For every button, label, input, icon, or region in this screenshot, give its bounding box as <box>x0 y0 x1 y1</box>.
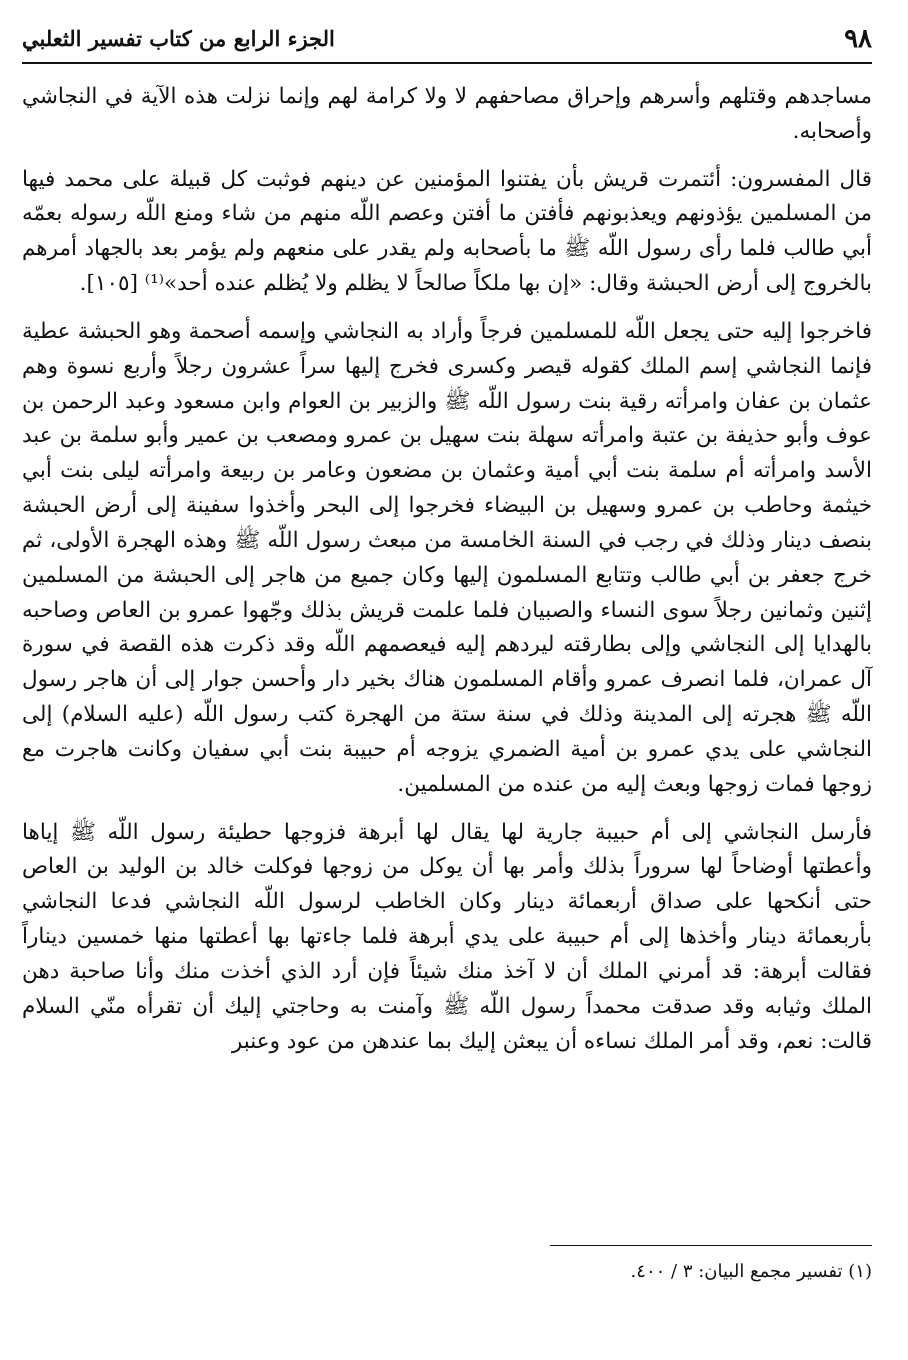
page-header <box>22 22 872 64</box>
paragraph: مساجدهم وقتلهم وأسرهم وإحراق مصاحفهم لا ولا كرامة لهم وإنما نزلت هذه الآية في النجاشي وأصحابه. <box>22 84 872 144</box>
paragraph: فأرسل النجاشي إلى أم حبيبة جارية لها يقال لها أبرهة فزوجها حطيئة رسول اللّه ﷺ إياها وأعطتها أوضاحاً لها سروراً بذلك وأمر بها أن يوكل من زوجها فوكلت خالد بن الوليد بن العاص حتى أنكحها على صداق أربعمائة دينار وكان الخاطب لرسول اللّه النجاشي فدعا النجاشي بأربعمائة دينار وأخذها إلى أم حبيبة على يدي أبرهة فلما جاءتها بها أعطتها منها خمسين ديناراً فقالت أبرهة: قد أمرني الملك أن لا آخذ منك شيئاً فإن أرد الذي أخذت منك وأنا صاحبة دهن الملك وثيابه وقد صدقت محمداً رسول اللّه ﷺ وآمنت به وحاجتي إليك أن تقرأه منّي السلام قالت: نعم، وقد أمر الملك نساءه أن يبعثن إليك بما عندهن من عود وعنبر <box>22 819 872 1054</box>
running-title: الجزء الرابع من كتاب تفسير الثعلبي <box>22 26 335 51</box>
paragraph: فاخرجوا إليه حتى يجعل اللّه للمسلمين فرجاً وأراد به النجاشي وإسمه أصحمة وهو الحبشة عطية فإنما النجاشي إسم الملك كقوله قيصر وكسرى فخرج إليها سراً عشرون رجلاً وأربع نسوة وهم عثمان بن عفان وامرأته رقية بنت رسول اللّه ﷺ والزبير بن العوام وابن مسعود وعبد الرحمن بن عوف وأبو حذيفة بن عتبة وامرأته سهلة بنت سهيل بن عمرو ومصعب بن عمير وأبو سلمة بن عبد الأسد وامرأته أم سلمة بنت أبي أمية وعثمان بن مضعون وعامر بن ربيعة وامرأته ليلى بنت أبي خيثمة وحاطب بن عمرو وسهيل بن البيضاء فخرجوا إلى البحر وأخذوا سفينة إلى أرض الحبشة بنصف دينار وذلك في رجب في السنة الخامسة من مبعث رسول اللّه ﷺ وهذه الهجرة الأولى، ثم خرج جعفر بن أبي طالب وتتابع المسلمون إليها وكان جميع من هاجر إلى الحبشة من المسلمين إثنين وثمانين رجلاً سوى النساء والصبيان فلما علمت قريش بذلك وجّهوا عمرو بن العاص وصاحبه بالهدايا إلى النجاشي وإلى بطارقته ليردهم إليه فيعصمهم اللّه وقد ذكرت هذه القصة في سورة آل عمران، فلما انصرف عمرو وأقام المسلمون هناك بخير دار وأحسن جوار إلى أن هاجر رسول اللّه ﷺ هجرته إلى المدينة وذلك في سنة ستة من الهجرة كتب رسول اللّه (عليه السلام) إلى النجاشي على يدي عمرو بن أمية الضمري يزوجه أم حبيبة بنت أبي سفيان وكانت هاجرت مع زوجها فمات زوجها وبعث إليه من عنده من المسلمين. <box>22 318 872 797</box>
body-text <box>22 80 872 1072</box>
paragraph: قال المفسرون: أئتمرت قريش بأن يفتنوا المؤمنين عن دينهم فوثبت كل قبيلة على محمد فيها من المسلمين يؤذونهم ويعذبونهم فأفتن ما أفتن وعصم اللّه منهم من شاء ومنع اللّه رسوله بعمّه أبي طالب فلما رأى رسول اللّه ﷺ ما بأصحابه ولم يقدر على منعهم ولم يؤمر بعد بالجهاد أمرهم بالخروج إلى أرض الحبشة وقال: «إن بها ملكاً صالحاً لا يظلم ولا يُظلم عنده أحد»⁽¹⁾ [١٠٥]. <box>22 166 872 297</box>
footnote-divider <box>550 1245 872 1246</box>
footnote: (١) تفسير مجمع البيان: ٣ / ٤٠٠. <box>630 1261 872 1282</box>
page-number: ٩٨ <box>844 24 872 54</box>
